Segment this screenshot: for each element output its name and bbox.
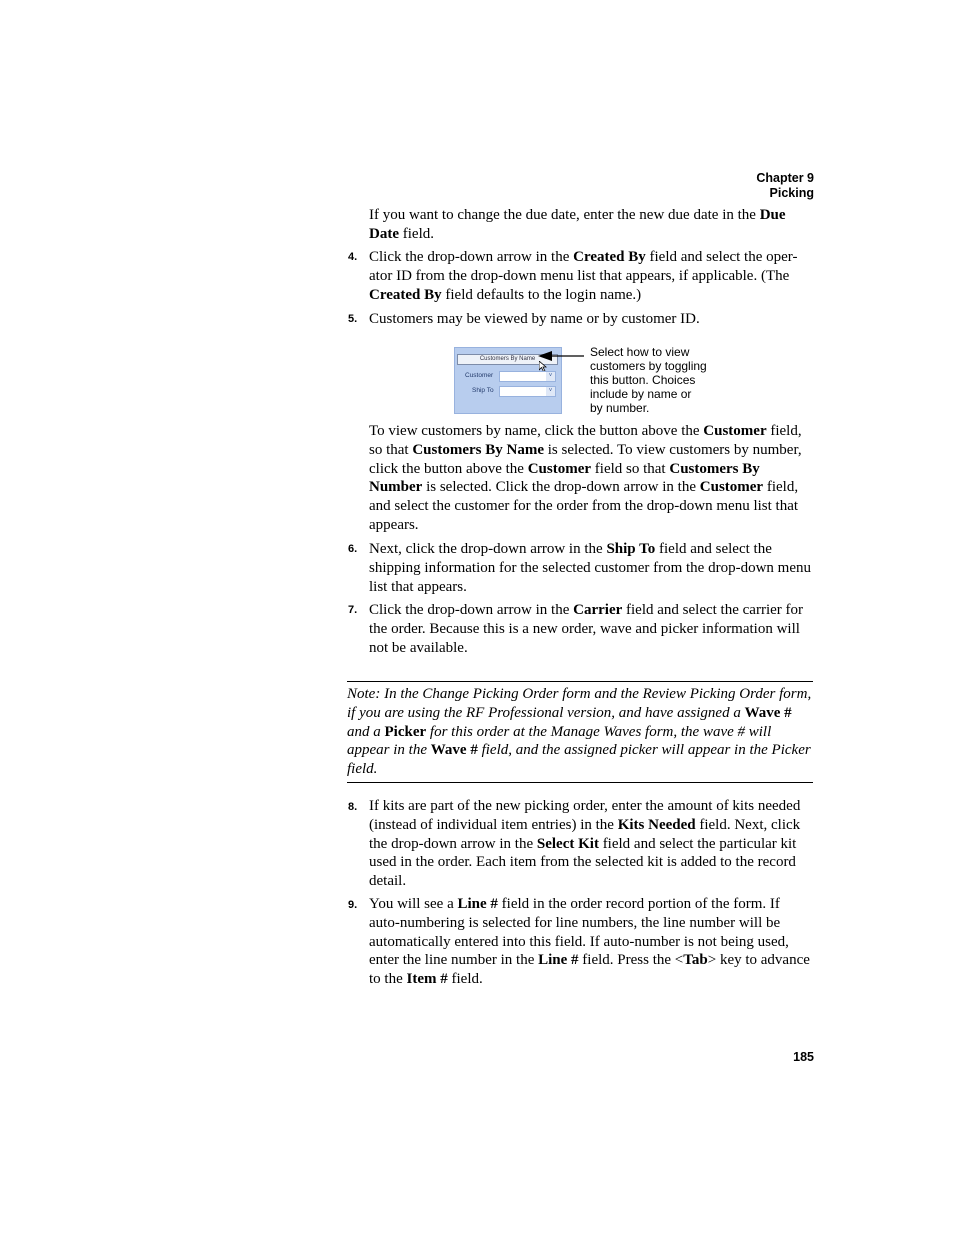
section-label: Picking [769,186,814,200]
chevron-down-icon[interactable]: ˅ [546,387,555,396]
note-top-rule [347,681,813,682]
step-9-text: You will see a Line # field in the order record portion of the form. If auto-numbering is selected for line numbers, the line number will be automatically entered into this field. If auto-number is not being used, enter the line number in the Line # field. Press the <Tab> key to advance to the Item # field. [369,896,810,988]
step-number-8: 8. [348,801,358,813]
step-8-text: If kits are part of the new picking order, enter the amount of kits needed (instead of individual item entries) in the Kits Needed field. Next, click the drop-down arrow in the Select Kit field and select the particular kit used in the order. Each item from the selected kit is added to the record detail. [369,798,801,890]
customer-select[interactable] [499,371,556,382]
step-number-6: 6. [348,543,358,555]
chevron-down-icon[interactable]: ˅ [546,372,555,381]
intro-paragraph: If you want to change the due date, enter the new due date in the Due Date field. [369,207,786,242]
running-header [756,171,814,200]
ship-to-label: Ship To [472,387,494,394]
customers-by-name-button[interactable]: Customers By Name [457,354,558,365]
step-number-4: 4. [348,251,358,263]
figure-callout: Select how to view customers by toggling this button. Choices include by name or by number. [590,345,707,415]
page-number: 185 [793,1050,814,1064]
step-6-text: Next, click the drop-down arrow in the Ship To field and select the shipping information for the selected customer from the drop-down menu list that appears. [369,541,811,595]
step-4-text: Click the drop-down arrow in the Created By field and select the oper-ator ID from the drop-down menu list that appears, if applicable. (The Created By field defaults to the login name.) [369,249,798,303]
step-number-5: 5. [348,313,358,325]
step-5-continued: To view customers by name, click the button above the Customer field, so that Customers By Name is selected. To view customers by number, click the button above the Customer field so that Customers By Number is selected. Click the drop-down arrow in the Customer field, and select the customer for the order from the drop-down menu list that appears. [369,423,802,533]
step-7-text: Click the drop-down arrow in the Carrier field and select the carrier for the order. Because this is a new order, wave and picker information will not be available. [369,602,803,656]
step-number-7: 7. [348,604,358,616]
ship-to-select[interactable] [499,386,556,397]
callout-arrow-icon [536,350,586,364]
step-5-text: Customers may be viewed by name or by customer ID. [369,311,700,327]
chapter-label: Chapter 9 [756,171,814,185]
customer-label: Customer [465,372,494,379]
note-bottom-rule [347,782,813,783]
step-number-9: 9. [348,899,358,911]
note-block: Note: In the Change Picking Order form and the Review Picking Order form, if you are using the RF Professional version, and have assigned a Wave # and a Picker for this order at the Manage Waves form, the wave # will appear in the Wave # field, and the assigned picker will appear in the Picker field. [347,686,812,778]
